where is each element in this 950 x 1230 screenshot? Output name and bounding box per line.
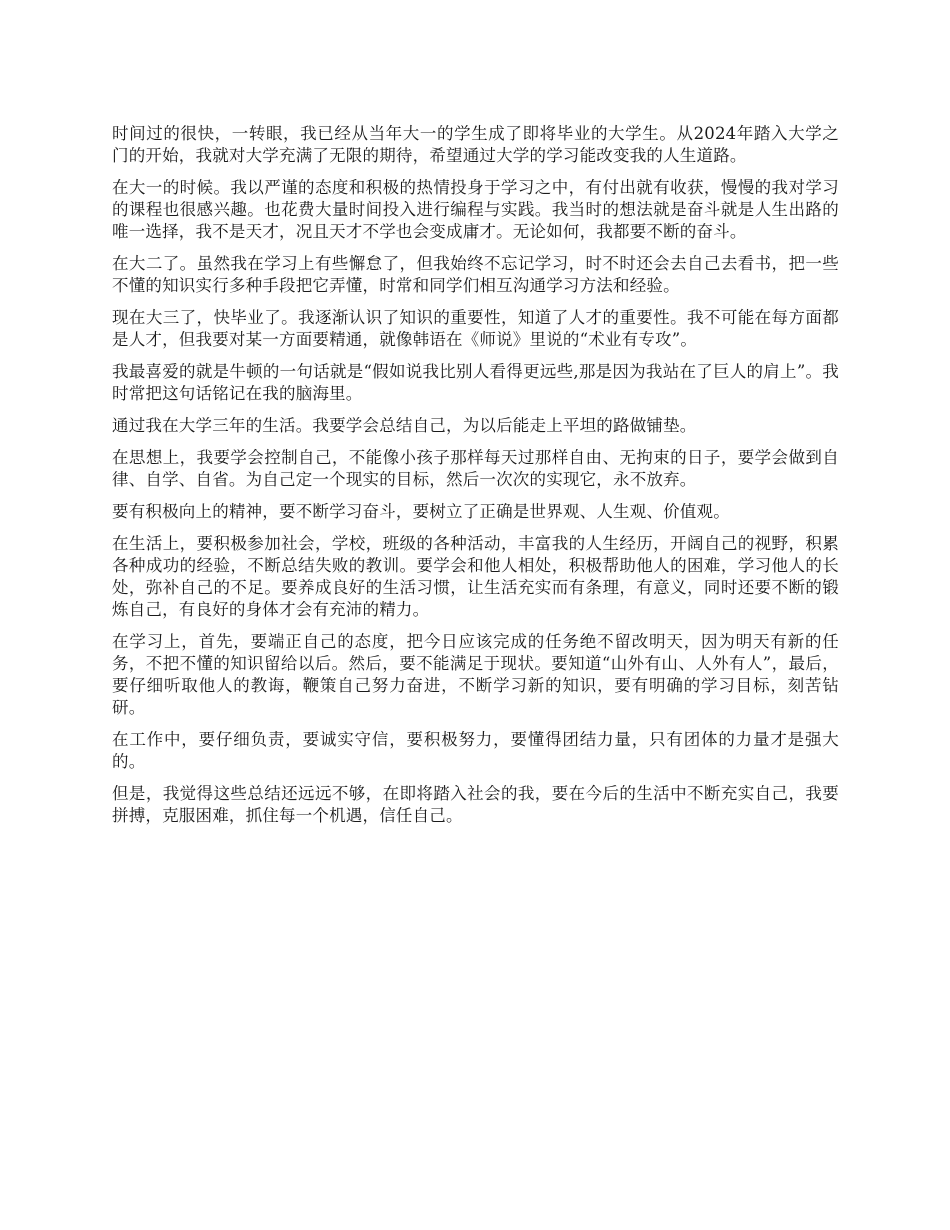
paragraph-7: 在思想上，我要学会控制自己，不能像小孩子那样每天过那样自由、无拘束的日子，要学会做到自律、自学、自省。为自己定一个现实的目标，然后一次次的实现它，永不放弃。 <box>112 448 839 489</box>
paragraph-3: 在大二了。虽然我在学习上有些懈怠了，但我始终不忘记学习，时不时还会去自己去看书，把一些不懂的知识实行多种手段把它弄懂，时常和同学们相互沟通学习方法和经验。 <box>112 254 839 295</box>
document-body <box>112 123 839 837</box>
paragraph-11: 在工作中，要仔细负责，要诚实守信，要积极努力，要懂得团结力量，只有团体的力量才是强大的。 <box>112 730 839 771</box>
paragraph-10: 在学习上，首先，要端正自己的态度，把今日应该完成的任务绝不留改明天，因为明天有新的任务，不把不懂的知识留给以后。然后，要不能满足于现状。要知道“山外有山、人外有人”，最后，要仔细听取他人的教诲，鞭策自己努力奋进，不断学习新的知识，要有明确的学习目标，刻苦钻研。 <box>112 632 839 717</box>
paragraph-2: 在大一的时候。我以严谨的态度和积极的热情投身于学习之中，有付出就有收获，慢慢的我对学习的课程也很感兴趣。也花费大量时间投入进行编程与实践。我当时的想法就是奋斗就是人生出路的唯一选择，我不是天才，况且天才不学也会变成庸才。无论如何，我都要不断的奋斗。 <box>112 178 839 241</box>
paragraph-12: 但是，我觉得这些总结还远远不够，在即将踏入社会的我，要在今后的生活中不断充实自己，我要拼搏，克服困难，抓住每一个机遇，信任自己。 <box>112 784 839 825</box>
paragraph-9: 在生活上，要积极参加社会，学校，班级的各种活动，丰富我的人生经历，开阔自己的视野，积累各种成功的经验，不断总结失败的教训。要学会和他人相处，积极帮助他人的困难，学习他人的长处，弥补自己的不足。要养成良好的生活习惯，让生活充实而有条理，有意义，同时还要不断的锻炼自己，有良好的身体才会有充沛的精力。 <box>112 534 839 619</box>
paragraph-1: 时间过的很快，一转眼，我已经从当年大一的学生成了即将毕业的大学生。从2024年踏入大学之门的开始，我就对大学充满了无限的期待，希望通过大学的学习能改变我的人生道路。 <box>112 124 839 165</box>
paragraph-8: 要有积极向上的精神，要不断学习奋斗，要树立了正确是世界观、人生观、价值观。 <box>112 502 730 521</box>
paragraph-6: 通过我在大学三年的生活。我要学会总结自己，为以后能走上平坦的路做铺垫。 <box>112 416 697 435</box>
paragraph-4: 现在大三了，快毕业了。我逐渐认识了知识的重要性，知道了人才的重要性。我不可能在每方面都是人才，但我要对某一方面要精通，就像韩语在《师说》里说的“术业有专攻”。 <box>112 308 839 349</box>
paragraph-5: 我最喜爱的就是牛顿的一句话就是“假如说我比别人看得更远些,那是因为我站在了巨人的肩上”。我时常把这句话铭记在我的脑海里。 <box>112 362 839 403</box>
